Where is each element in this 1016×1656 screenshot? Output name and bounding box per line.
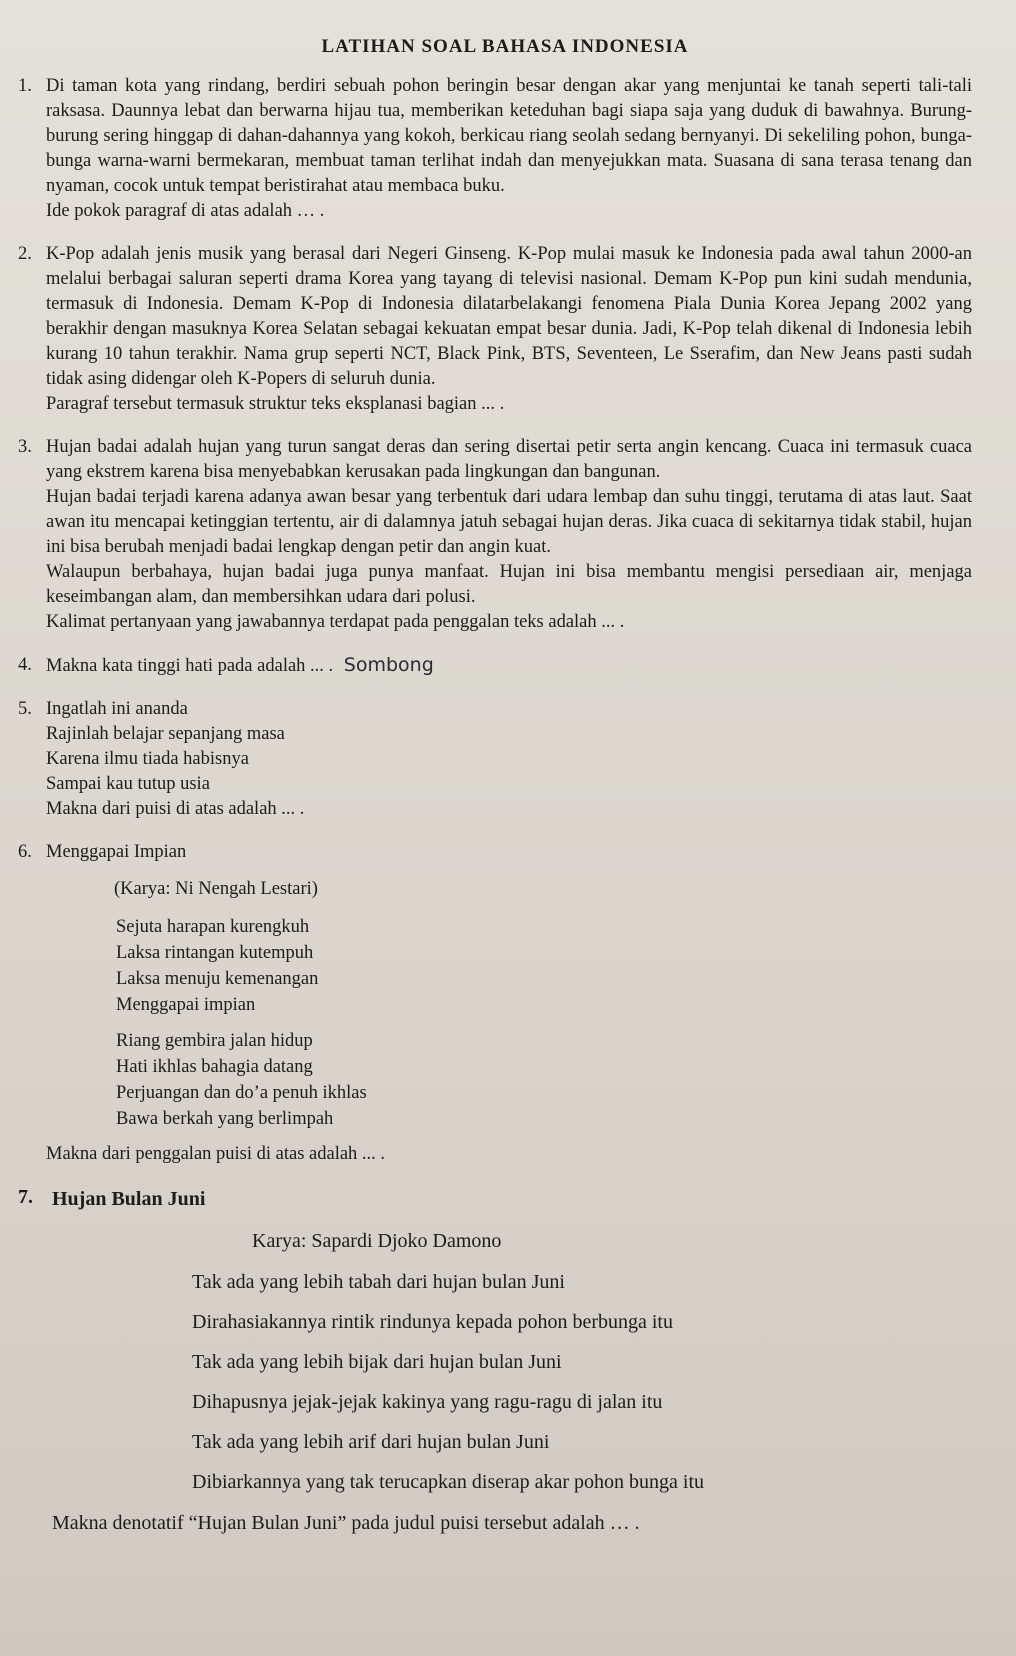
poem-stanza-2 (116, 1028, 972, 1132)
question-passage-paragraph-3: Walaupun berbahaya, hujan badai juga punya manfaat. Hujan ini bisa membantu mengisi persediaan air, menjaga keseimbangan alam, dan membersihkan udara dari polusi. (46, 562, 972, 607)
question-4 (18, 653, 972, 679)
poem-line: Perjuangan dan do’a penuh ikhlas (116, 1083, 367, 1103)
question-number: 1. (18, 76, 32, 96)
poem-stanza-1 (116, 914, 972, 1018)
question-prompt: Kalimat pertanyaan yang jawabannya terdapat pada penggalan teks adalah ... . (46, 612, 625, 632)
poem-author: (Karya: Ni Nengah Lestari) (114, 879, 318, 899)
poem-line: Tak ada yang lebih arif dari hujan bulan Juni (192, 1431, 550, 1453)
poem-line: Menggapai impian (116, 995, 256, 1015)
poem-title: Hujan Bulan Juni (52, 1188, 206, 1210)
question-number: 2. (18, 244, 32, 264)
poem-line: Karena ilmu tiada habisnya (46, 749, 249, 769)
question-7 (18, 1185, 972, 1537)
poem-line: Riang gembira jalan hidup (116, 1031, 313, 1051)
poem-line: Bawa berkah yang berlimpah (116, 1109, 334, 1129)
poem-line: Rajinlah belajar sepanjang masa (46, 724, 285, 744)
question-prompt: Makna dari penggalan puisi di atas adalah ... . (46, 1144, 386, 1164)
poem-line: Dibiarkannya yang tak terucapkan diserap akar pohon bunga itu (192, 1471, 705, 1493)
question-1 (18, 74, 972, 224)
poem-line: Tak ada yang lebih tabah dari hujan bulan Juni (192, 1271, 565, 1293)
question-prompt: Makna kata tinggi hati pada adalah ... . (46, 656, 334, 676)
poem-line: Ingatlah ini ananda (46, 699, 188, 719)
handwritten-answer: Sombong (343, 654, 434, 676)
poem-line: Hati ikhlas bahagia datang (116, 1057, 313, 1077)
question-number: 7. (18, 1186, 33, 1208)
question-3 (18, 435, 972, 635)
question-prompt: Ide pokok paragraf di atas adalah … . (46, 201, 325, 221)
question-number: 4. (18, 655, 32, 675)
poem-line: Tak ada yang lebih bijak dari hujan bulan Juni (192, 1351, 562, 1373)
question-number: 5. (18, 699, 32, 719)
question-number: 3. (18, 437, 32, 457)
poem-line: Laksa menuju kemenangan (116, 969, 319, 989)
question-passage-paragraph-1: Hujan badai adalah hujan yang turun sangat deras dan sering disertai petir serta angin kencang. Cuaca ini termasuk cuaca yang ekstrem karena bisa menyebabkan kerusakan pada lingkungan dan bangunan. (46, 437, 972, 482)
question-prompt: Makna denotatif “Hujan Bulan Juni” pada judul puisi tersebut adalah … . (52, 1512, 640, 1534)
poem-line: Sampai kau tutup usia (46, 774, 210, 794)
poem-body (192, 1265, 972, 1499)
question-prompt: Makna dari puisi di atas adalah ... . (46, 799, 305, 819)
question-5 (18, 697, 972, 822)
question-passage-paragraph-2: Hujan badai terjadi karena adanya awan besar yang terbentuk dari udara lembap dan suhu tinggi, terutama di atas laut. Saat awan itu mencapai ketinggian tertentu, air di dalamnya jatuh sebagai hujan deras. Jika cuaca di sekitarnya tidak stabil, hujan ini bisa berubah menjadi badai lengkap dengan petir dan angin kuat. (46, 487, 972, 557)
question-number: 6. (18, 842, 32, 862)
poem-title: Menggapai Impian (46, 842, 187, 862)
poem-line: Laksa rintangan kutempuh (116, 943, 314, 963)
poem-line: Sejuta harapan kurengkuh (116, 917, 310, 937)
question-passage: K-Pop adalah jenis musik yang berasal dari Negeri Ginseng. K-Pop mulai masuk ke Indonesia pada awal tahun 2000-an melalui berbagai saluran seperti drama Korea yang tayang di televisi nasional. Demam K-Pop pun kini sudah mendunia, termasuk di Indonesia. Demam K-Pop di Indonesia dilatarbelakangi fenomena Piala Dunia Korea Jepang 2002 yang berakhir dengan masuknya Korea Selatan sebagai kekuatan empat besar dunia. Jadi, K-Pop telah dikenal di Indonesia lebih kurang 10 tahun terakhir. Nama grup seperti NCT, Black Pink, BTS, Seventeen, Le Sserafim, dan New Jeans pasti sudah tidak asing didengar oleh K-Popers di seluruh dunia. (46, 244, 972, 389)
poem-line: Dirahasiakannya rintik rindunya kepada pohon berbunga itu (192, 1311, 673, 1333)
question-2 (18, 242, 972, 417)
question-prompt: Paragraf tersebut termasuk struktur teks eksplanasi bagian ... . (46, 394, 505, 414)
question-passage: Di taman kota yang rindang, berdiri sebuah pohon beringin besar dengan akar yang menjuntai ke tanah seperti tali-tali raksasa. Daunnya lebat dan berwarna hijau tua, memberikan keteduhan bagi siapa saja yang duduk di bawahnya. Burung-burung sering hinggap di dahan-dahannya yang kokoh, berkicau riang seolah sedang bernyanyi. Di sekeliling pohon, bunga-bunga warna-warni bermekaran, membuat taman terlihat indah dan menyejukkan mata. Suasana di sana terasa tenang dan nyaman, cocok untuk tempat beristirahat atau membaca buku. (46, 76, 972, 196)
poem-line: Dihapusnya jejak-jejak kakinya yang ragu-ragu di jalan itu (192, 1391, 663, 1413)
poem-author: Karya: Sapardi Djoko Damono (252, 1230, 502, 1252)
page-title: LATIHAN SOAL BAHASA INDONESIA (321, 36, 689, 57)
question-6 (18, 840, 972, 1167)
